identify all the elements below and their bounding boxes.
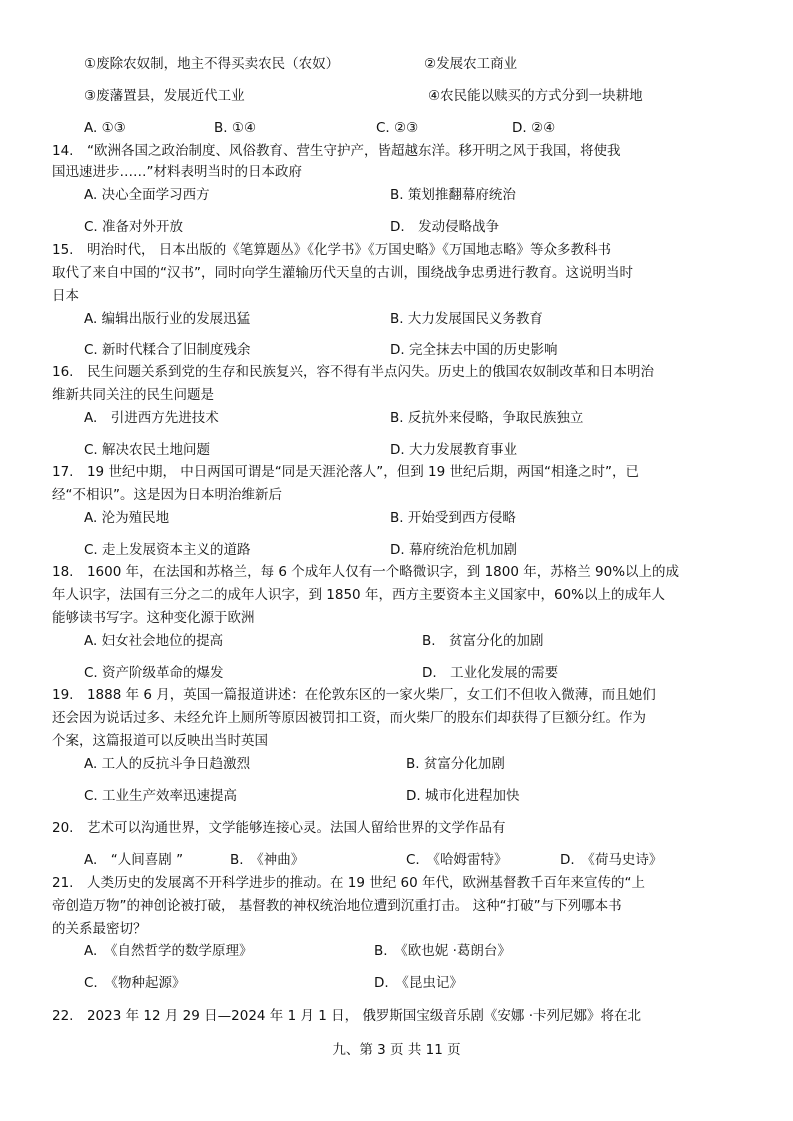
q14-line-2: 国迅速进步……”材料表明当时的日本政府 [52, 164, 302, 180]
q17-option-b: B. 开始受到西方侵略 [390, 510, 516, 526]
q19-option-b: B. 贫富分化加剧 [406, 756, 505, 772]
q16-line-1: 16. 民生问题关系到党的生存和民族复兴，容不得有半点闪失。历史上的俄国农奴制改革和日本明治 [52, 364, 654, 380]
q21-option-d: D. 《昆虫记》 [374, 975, 463, 991]
q21-option-c: C. 《物种起源》 [84, 975, 186, 991]
q14-option-c: C. 准备对外开放 [84, 219, 184, 235]
q17-option-c: C. 走上发展资本主义的道路 [84, 542, 251, 558]
q13-option-c: C. ②③ [376, 120, 419, 136]
q18-option-a: A. 妇女社会地位的提高 [84, 633, 224, 649]
q17-line-1: 17. 19 世纪中期， 中日两国可谓是“同是天涯沦落人”，但到 19 世纪后期，两国“相逢之时”，已 [52, 464, 639, 480]
q19-option-a: A. 工人的反抗斗争日趋激烈 [84, 756, 251, 772]
q19-line-2: 还会因为说话过多、未经允许上厕所等原因被罚扣工资，而火柴厂的股东们却获得了巨额分红。作为 [52, 710, 646, 726]
q15-option-b: B. 大力发展国民义务教育 [390, 311, 543, 327]
q15-line-2: 取代了来自中国的“汉书”，同时向学生灌输历代天皇的古训，围绕战争忠勇进行教育。这说明当时 [52, 265, 633, 281]
q18-line-3: 能够读书写字。这种变化源于欧洲 [52, 610, 255, 626]
q13-statement-4: ④农民能以赎买的方式分到一块耕地 [428, 88, 643, 104]
q20-option-d: D. 《荷马史诗》 [560, 852, 663, 868]
q13-option-d: D. ②④ [512, 120, 556, 136]
q20-option-c: C. 《哈姆雷特》 [406, 852, 508, 868]
q16-option-b: B. 反抗外来侵略，争取民族独立 [390, 410, 584, 426]
q18-line-1: 18. 1600 年，在法国和苏格兰，每 6 个成年人仅有一个略微识字，到 1800 年，苏格兰 90%以上的成 [52, 564, 680, 580]
q21-option-a: A. 《自然哲学的数学原理》 [84, 943, 253, 959]
q21-line-2: 帝创造万物”的神创论被打破， 基督教的神权统治地位遭到沉重打击。 这种“打破”与下列哪本书 [52, 898, 622, 914]
q22-line-1: 22. 2023 年 12 月 29 日—2024 年 1 月 1 日， 俄罗斯国宝级音乐剧《安娜 ·卡列尼娜》将在北 [52, 1008, 642, 1024]
q16-option-c: C. 解决农民土地问题 [84, 442, 211, 458]
q19-line-1: 19. 1888 年 6 月，英国一篇报道讲述：在伦敦东区的一家火柴厂，女工们不但收入微薄，而且她们 [52, 687, 656, 703]
q15-option-d: D. 完全抹去中国的历史影响 [390, 342, 558, 358]
q14-option-b: B. 策划推翻幕府统治 [390, 187, 516, 203]
q18-option-b: B. 贫富分化的加剧 [422, 633, 544, 649]
q20-option-a: A. “人间喜剧 ” [84, 852, 184, 868]
q16-option-d: D. 大力发展教育事业 [390, 442, 517, 458]
q14-line-1: 14. “欧洲各国之政治制度、风俗教育、营生守护产，皆超越东洋。移开明之风于我国，将使我 [52, 143, 621, 159]
q18-line-2: 年人识字，法国有三分之二的成年人识字，到 1850 年，西方主要资本主义国家中，60%以上的成年人 [52, 587, 665, 603]
q17-option-a: A. 沦为殖民地 [84, 510, 170, 526]
q18-option-c: C. 资产阶级革命的爆发 [84, 665, 224, 681]
q15-option-c: C. 新时代糅合了旧制度残余 [84, 342, 251, 358]
q20-option-b: B. 《神曲》 [230, 852, 305, 868]
q14-option-a: A. 决心全面学习西方 [84, 187, 210, 203]
q16-line-2: 维新共同关注的民生问题是 [52, 387, 214, 403]
q19-option-c: C. 工业生产效率迅速提高 [84, 788, 238, 804]
q15-line-1: 15. 明治时代， 日本出版的《笔算题丛》《化学书》《万国史略》《万国地志略》等众多教科书 [52, 242, 612, 258]
q18-option-d: D. 工业化发展的需要 [422, 665, 559, 681]
q17-option-d: D. 幕府统治危机加剧 [390, 542, 517, 558]
q15-option-a: A. 编辑出版行业的发展迅猛 [84, 311, 251, 327]
q14-option-d: D. 发动侵略战争 [390, 219, 500, 235]
q19-line-3: 个案，这篇报道可以反映出当时英国 [52, 733, 268, 749]
q13-statement-2: ②发展农工商业 [424, 56, 518, 72]
q21-line-3: 的关系最密切？ [52, 921, 147, 937]
q16-option-a: A. 引进西方先进技术 [84, 410, 219, 426]
page-footer: 九、第 3 页 共 11 页 [332, 1042, 461, 1058]
q21-line-1: 21. 人类历史的发展离不开科学进步的推动。在 19 世纪 60 年代，欧洲基督教千百年来宣传的“上 [52, 875, 645, 891]
q19-option-d: D. 城市化进程加快 [406, 788, 520, 804]
q15-line-3: 日本 [52, 288, 79, 304]
q20-line-1: 20. 艺术可以沟通世界，文学能够连接心灵。法国人留给世界的文学作品有 [52, 820, 506, 836]
q17-line-2: 经“不相识”。这是因为日本明治维新后 [52, 487, 282, 503]
q13-statement-1: ①废除农奴制，地主不得买卖农民（农奴） [84, 56, 340, 72]
q13-statement-3: ③废藩置县，发展近代工业 [84, 88, 245, 104]
q13-option-b: B. ①④ [214, 120, 257, 136]
q21-option-b: B. 《欧也妮 ·葛朗台》 [374, 943, 511, 959]
q13-option-a: A. ①③ [84, 120, 126, 136]
